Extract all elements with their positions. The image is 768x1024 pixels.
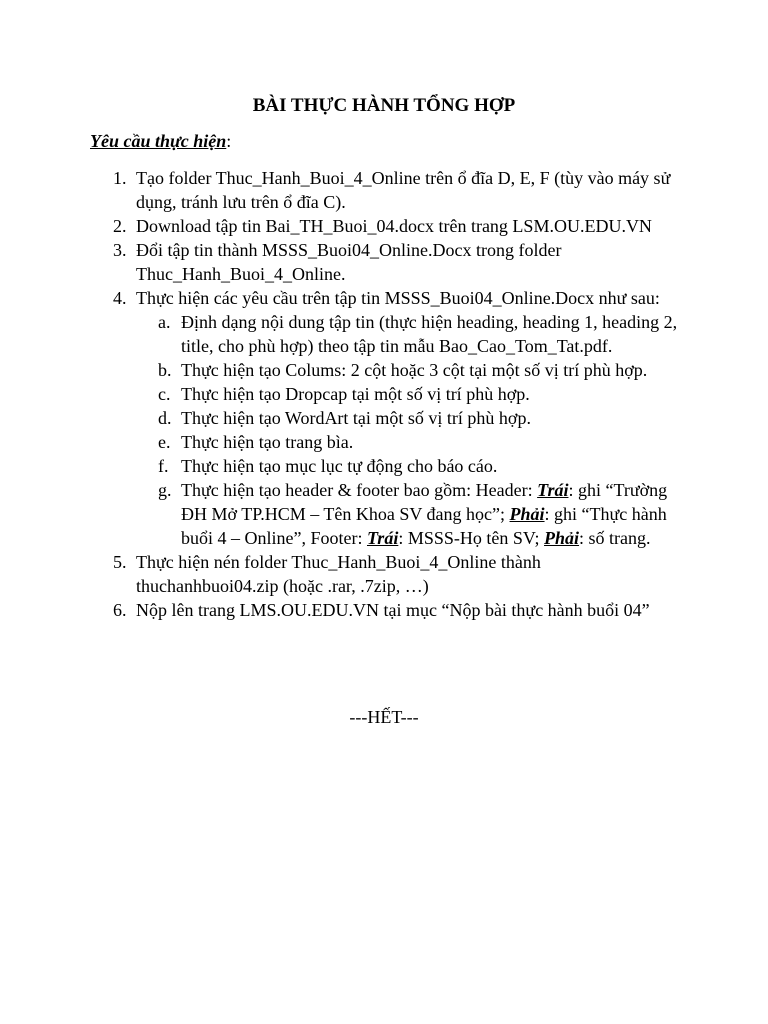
sub-list-item-letter: c. [158,384,171,404]
sub-list-item-letter: a. [158,312,171,332]
list-item [0,550,684,598]
list-item-number: 6. [113,600,127,620]
sub-list-item-letter: g. [158,480,172,500]
list-item-text: Nộp lên trang LMS.OU.EDU.VN tại mục “Nộp bài thực hành buổi 04” [136,600,650,620]
sub-list-item-text: Định dạng nội dung tập tin (thực hiện heading, heading 1, heading 2, title, cho phù hợp) theo tập tin mẫu Bao_Cao_Tom_Tat.pdf. [181,312,678,356]
requirement-label: Yêu cầu thực hiện [90,131,227,151]
sub-list-item [0,478,684,550]
sub-list-item-text: Thực hiện tạo mục lục tự động cho báo cáo. [181,456,498,476]
page-title: BÀI THỰC HÀNH TỔNG HỢP [252,95,516,116]
list-item [0,286,684,310]
requirement-heading [90,129,231,153]
emphasis-right: Phải [509,504,545,524]
list-item-text: Thực hiện các yêu cầu trên tập tin MSSS_Buoi04_Online.Docx như sau: [136,288,660,308]
sub-list-item-text: Thực hiện tạo Dropcap tại một số vị trí phù hợp. [181,384,530,404]
requirement-list [0,166,768,622]
list-item-text: Tạo folder Thuc_Hanh_Buoi_4_Online trên ổ đĩa D, E, F (tùy vào máy sử dụng, tránh lưu trên ổ đĩa C). [136,168,671,212]
requirement-colon: : [226,131,232,151]
sub-list-item-letter: b. [158,360,172,380]
sub-list-item [0,358,684,382]
list-item-text: Đổi tập tin thành MSSS_Buoi04_Online.Docx trong folder Thuc_Hanh_Buoi_4_Online. [136,240,562,284]
list-item-number: 5. [113,552,127,572]
list-item-number: 2. [113,216,127,236]
sub-list-item-letter: d. [158,408,172,428]
end-marker: ---HẾT--- [349,707,419,727]
sub-list-item-text: Thực hiện tạo Colums: 2 cột hoặc 3 cột tại một số vị trí phù hợp. [181,360,648,380]
text-segment: : MSSS-Họ tên SV; [398,528,545,548]
list-item-text: Thực hiện nén folder Thuc_Hanh_Buoi_4_Online thành thuchanhbuoi04.zip (hoặc .rar, .7zip, …) [136,552,541,596]
sub-list-item [0,406,684,430]
sub-list-item-letter: f. [158,456,169,476]
sub-list-item-text: Thực hiện tạo WordArt tại một số vị trí phù hợp. [181,408,531,428]
emphasis-left: Trái [366,528,399,548]
sub-list-item-text: Thực hiện tạo trang bìa. [181,432,354,452]
list-item [0,214,684,238]
list-item [0,598,684,622]
text-segment: : ghi “Trường ĐH Mở TP.HCM – Tên Khoa SV đang học”; [181,480,668,524]
list-item-number: 1. [113,168,127,188]
sub-list-item [0,310,684,358]
sub-list-item [0,430,684,454]
emphasis-right: Phải [544,528,580,548]
text-segment: : ghi “Thực hành buổi 4 – Online”, Footer: [181,504,667,548]
list-item-number: 3. [113,240,127,260]
list-item-text: Download tập tin Bai_TH_Buoi_04.docx trên trang LSM.OU.EDU.VN [136,216,652,236]
sub-list-item-letter: e. [158,432,171,452]
list-item-number: 4. [113,288,127,308]
text-segment: : số trang. [579,528,651,548]
sub-list-item-text [181,480,667,548]
sub-list-item [0,454,684,478]
text-segment: Thực hiện tạo header & footer bao gồm: Header: [181,480,538,500]
list-item [0,166,684,214]
list-item [0,238,684,286]
emphasis-left: Trái [537,480,569,500]
sub-list-item [0,382,684,406]
